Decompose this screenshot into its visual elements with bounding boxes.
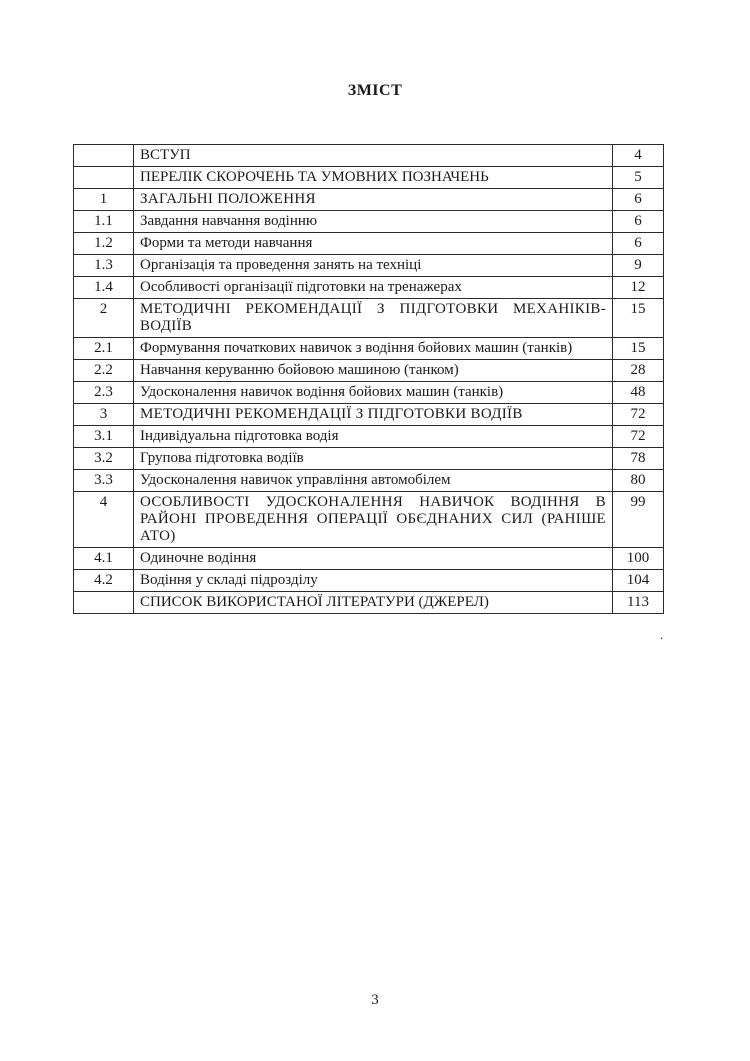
- section-number: 3.2: [74, 448, 134, 470]
- page-ref: 104: [613, 570, 664, 592]
- page-ref: 99: [613, 492, 664, 548]
- page-title: ЗМІСТ: [347, 82, 403, 99]
- section-title: Удосконалення навичок водіння бойових машин (танків): [134, 382, 613, 404]
- section-title: МЕТОДИЧНІ РЕКОМЕНДАЦІЇ З ПІДГОТОВКИ ВОДІЇВ: [134, 404, 613, 426]
- toc-row: [74, 255, 664, 277]
- toc-row: [74, 277, 664, 299]
- page-ref: 78: [613, 448, 664, 470]
- toc-row: [74, 360, 664, 382]
- section-number: [74, 592, 134, 614]
- page-number: 3: [371, 992, 379, 1008]
- section-title: ЗАГАЛЬНІ ПОЛОЖЕННЯ: [134, 189, 613, 211]
- section-title: Індивідуальна підготовка водія: [134, 426, 613, 448]
- page-ref: 6: [613, 189, 664, 211]
- section-number: 1.3: [74, 255, 134, 277]
- page-ref: 72: [613, 404, 664, 426]
- section-number: 4.2: [74, 570, 134, 592]
- section-title: Одиночне водіння: [134, 548, 613, 570]
- table-of-contents: [73, 144, 664, 614]
- page-ref: 80: [613, 470, 664, 492]
- section-title: ПЕРЕЛІК СКОРОЧЕНЬ ТА УМОВНИХ ПОЗНАЧЕНЬ: [134, 167, 613, 189]
- toc-row: [74, 426, 664, 448]
- section-title: Форми та методи навчання: [134, 233, 613, 255]
- toc-row: [74, 145, 664, 167]
- section-title: Водіння у складі підрозділу: [134, 570, 613, 592]
- page-ref: 12: [613, 277, 664, 299]
- stray-mark: .: [660, 628, 663, 642]
- section-number: 2.3: [74, 382, 134, 404]
- page-ref: 15: [613, 299, 664, 338]
- toc-row: [74, 570, 664, 592]
- toc-row: [74, 299, 664, 338]
- toc-row: [74, 548, 664, 570]
- page-ref: 72: [613, 426, 664, 448]
- page-ref: 4: [613, 145, 664, 167]
- page-ref: 48: [613, 382, 664, 404]
- section-title: Організація та проведення занять на техніці: [134, 255, 613, 277]
- toc-row: [74, 592, 664, 614]
- section-title: МЕТОДИЧНІ РЕКОМЕНДАЦІЇ З ПІДГОТОВКИ МЕХАНІКІВ-ВОДІЇВ: [134, 299, 613, 338]
- section-title: ВСТУП: [134, 145, 613, 167]
- toc-row: [74, 492, 664, 548]
- section-number: 4: [74, 492, 134, 548]
- section-number: 1.2: [74, 233, 134, 255]
- toc-row: [74, 470, 664, 492]
- section-number: [74, 145, 134, 167]
- toc-row: [74, 167, 664, 189]
- section-number: 3.3: [74, 470, 134, 492]
- toc-row: [74, 338, 664, 360]
- section-title: Особливості організації підготовки на тренажерах: [134, 277, 613, 299]
- section-title: Формування початкових навичок з водіння бойових машин (танків): [134, 338, 613, 360]
- section-number: [74, 167, 134, 189]
- section-number: 2.2: [74, 360, 134, 382]
- section-number: 2.1: [74, 338, 134, 360]
- section-number: 1.1: [74, 211, 134, 233]
- section-title: ОСОБЛИВОСТІ УДОСКОНАЛЕННЯ НАВИЧОК ВОДІННЯ В РАЙОНІ ПРОВЕДЕННЯ ОПЕРАЦІЇ ОБЄДНАНИХ СИЛ (РАНІШЕ АТО): [134, 492, 613, 548]
- page-ref: 9: [613, 255, 664, 277]
- page-ref: 113: [613, 592, 664, 614]
- section-number: 4.1: [74, 548, 134, 570]
- section-number: 1.4: [74, 277, 134, 299]
- section-title: Удосконалення навичок управління автомобілем: [134, 470, 613, 492]
- toc-row: [74, 448, 664, 470]
- section-number: 1: [74, 189, 134, 211]
- page-ref: 15: [613, 338, 664, 360]
- page-ref: 28: [613, 360, 664, 382]
- toc-row: [74, 189, 664, 211]
- toc-row: [74, 382, 664, 404]
- section-number: 3: [74, 404, 134, 426]
- section-number: 3.1: [74, 426, 134, 448]
- section-number: 2: [74, 299, 134, 338]
- section-title: СПИСОК ВИКОРИСТАНОЇ ЛІТЕРАТУРИ (ДЖЕРЕЛ): [134, 592, 613, 614]
- page-ref: 5: [613, 167, 664, 189]
- section-title: Завдання навчання водінню: [134, 211, 613, 233]
- page-ref: 100: [613, 548, 664, 570]
- section-title: Навчання керуванню бойовою машиною (танком): [134, 360, 613, 382]
- page-ref: 6: [613, 211, 664, 233]
- toc-row: [74, 233, 664, 255]
- section-title: Групова підготовка водіїв: [134, 448, 613, 470]
- toc-row: [74, 211, 664, 233]
- page-ref: 6: [613, 233, 664, 255]
- toc-row: [74, 404, 664, 426]
